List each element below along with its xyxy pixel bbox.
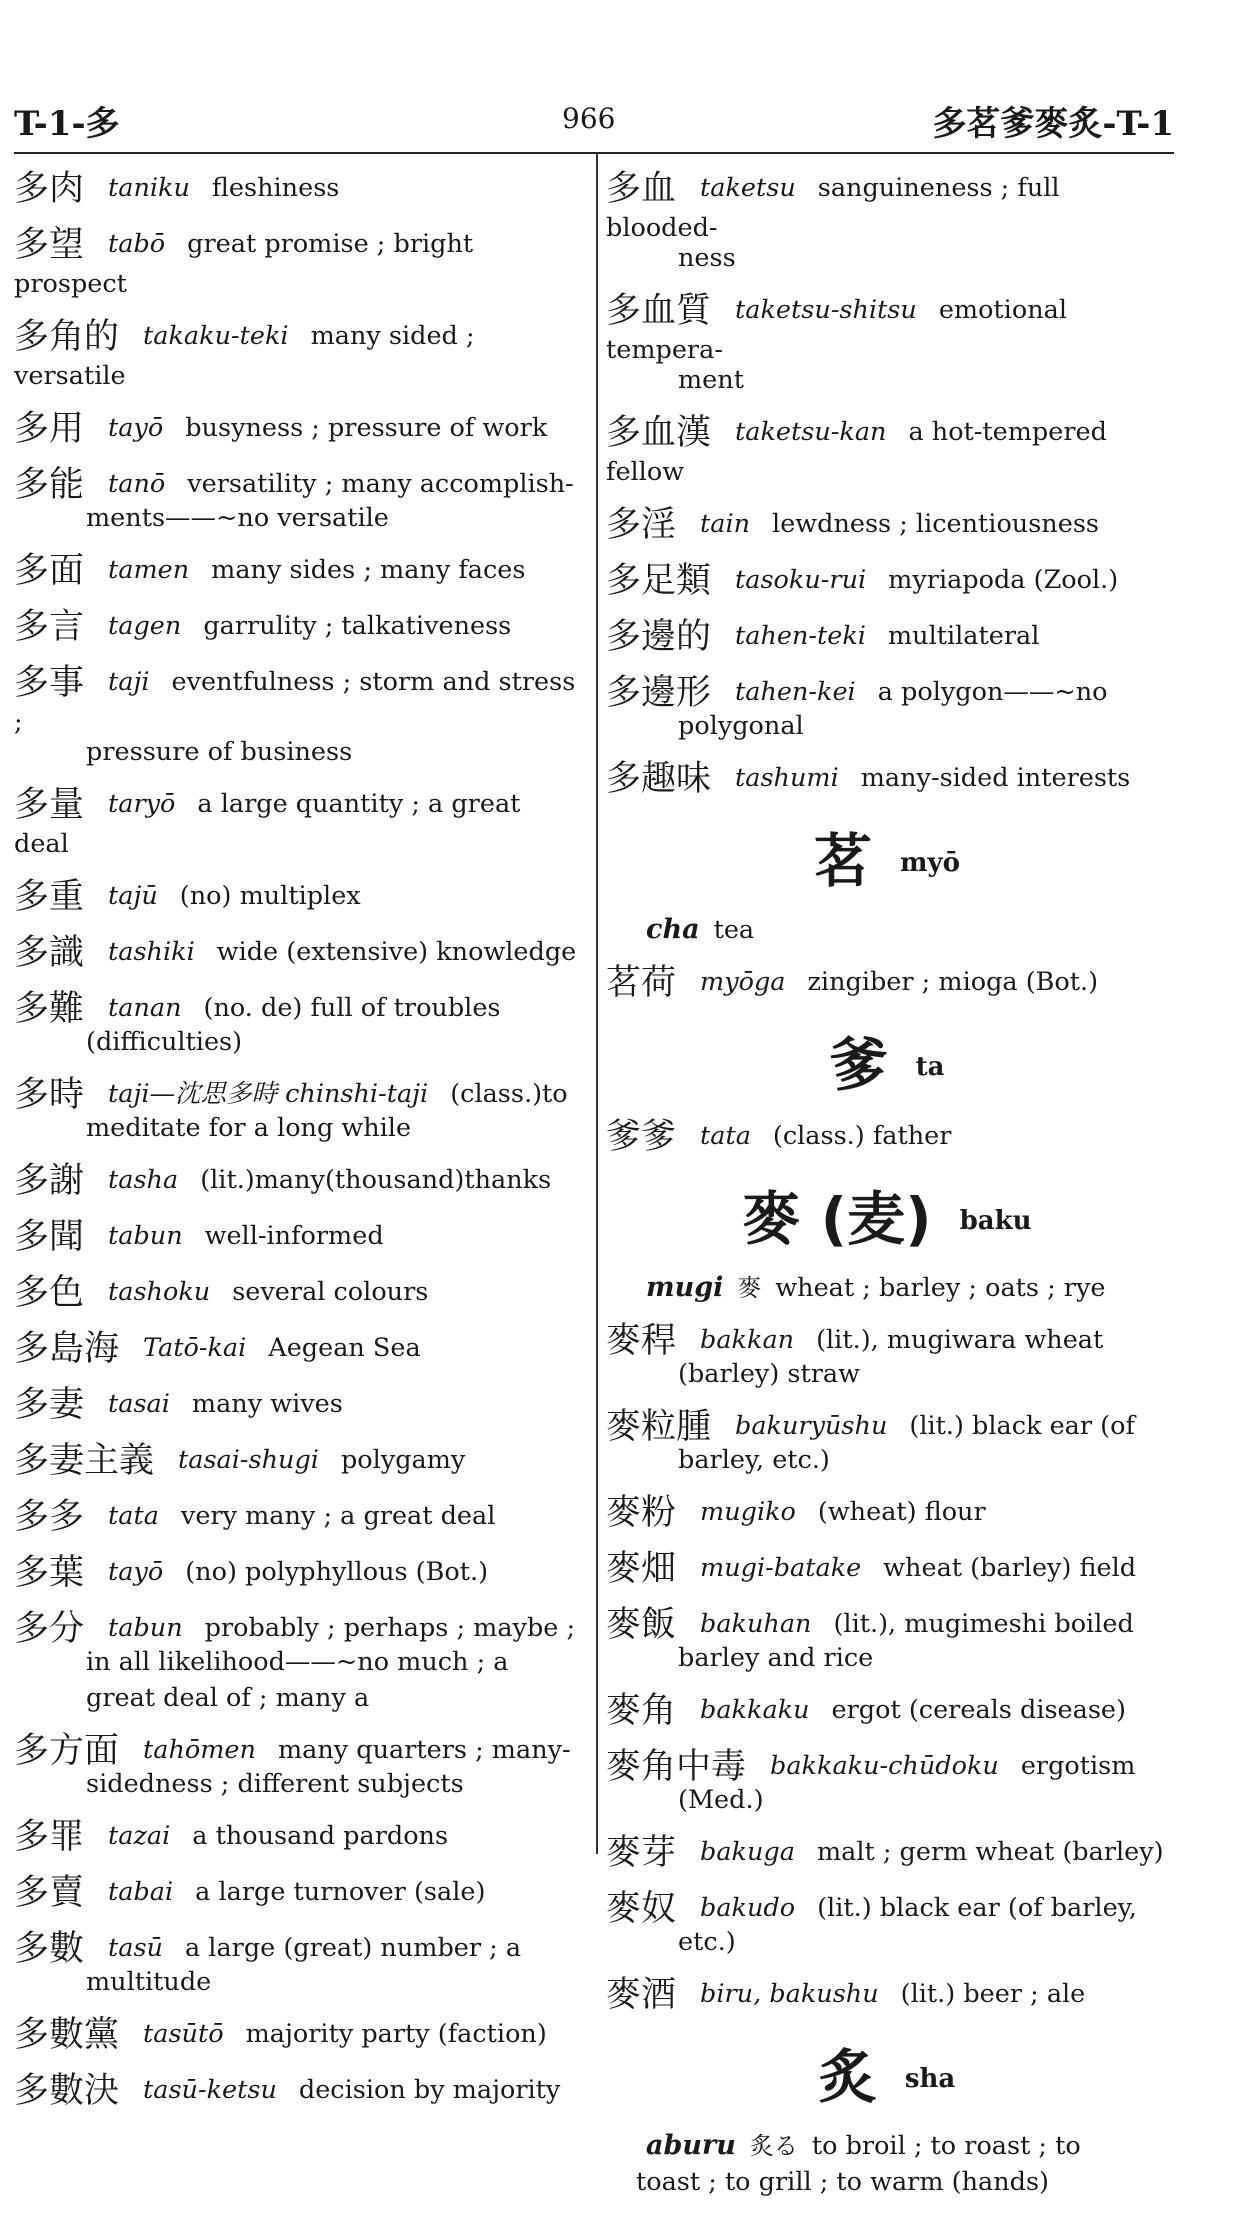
dictionary-entry (606, 1690, 1168, 1732)
entries-baku-group (606, 1320, 1168, 2016)
entry-headword: 多葉 (14, 1553, 85, 1593)
section-reading: myō (900, 848, 960, 878)
entry-definition: ergotism (1020, 1751, 1136, 1781)
entry-headword: 多用 (14, 409, 85, 449)
dictionary-entry (606, 1116, 1168, 1158)
dictionary-entry (606, 616, 1168, 658)
dictionary-entry (14, 1608, 580, 1716)
entry-continuation: in all likelihood——~no much ; a great deal of ; many a (86, 1647, 509, 1713)
entry-continuation: barley, etc.) (678, 1445, 830, 1475)
entries-ta-group (606, 168, 1168, 800)
entry-headword: 多時 (14, 1075, 85, 1115)
entry-romanization: taji (108, 667, 150, 697)
entry-definition: a thousand pardons (192, 1821, 449, 1851)
entry-definition: emotional tempera- (606, 295, 1067, 365)
dictionary-entry (14, 1440, 580, 1482)
entry-headword: 多量 (14, 785, 85, 825)
kun-word: aburu (646, 2130, 736, 2161)
entry-romanization: mugi-batake (700, 1553, 862, 1583)
entry-headword: 麥飯 (606, 1605, 677, 1645)
entry-definition: a large (great) number ; a (184, 1933, 522, 1963)
entry-romanization: tabō (108, 229, 166, 259)
left-column (14, 168, 580, 2126)
dictionary-entry (14, 1384, 580, 1426)
entry-definition: (no. de) full of troubles (203, 993, 501, 1023)
entry-continuation: meditate for a long while (86, 1113, 412, 1143)
entry-headword: 多色 (14, 1273, 85, 1313)
entry-headword: 麥角 (606, 1691, 677, 1731)
entry-romanization: taniku (108, 173, 190, 203)
entry-definition: a large turnover (sale) (195, 1877, 486, 1907)
dictionary-entry (14, 1730, 580, 1802)
entry-headword: 多數決 (14, 2071, 120, 2111)
entry-romanization: tabai (108, 1877, 174, 1907)
entry-continuation: (difficulties) (86, 1027, 243, 1057)
entry-headword: 多足類 (606, 561, 712, 601)
entry-headword: 麥畑 (606, 1549, 677, 1589)
entry-romanization: bakuryūshu (735, 1411, 888, 1441)
entry-headword: 多血 (606, 169, 677, 209)
kun-continuation: toast ; to grill ; to warm (hands) (636, 2167, 1049, 2197)
dictionary-entry (14, 2014, 580, 2056)
entry-definition: eventfulness ; storm and stress ; (14, 667, 576, 737)
entry-headword: 麥奴 (606, 1889, 677, 1929)
entry-romanization: tata (700, 1121, 751, 1151)
entry-definition: (lit.) black ear (of (909, 1411, 1135, 1441)
entry-headword: 多血質 (606, 291, 712, 331)
dictionary-entry (606, 1406, 1168, 1478)
entry-continuation: ness (678, 243, 736, 273)
entry-headword: 多趣味 (606, 759, 712, 799)
entry-definition: zingiber ; mioga (Bot.) (807, 967, 1099, 997)
entry-headword: 多望 (14, 225, 85, 265)
entry-headword: 麥稈 (606, 1321, 677, 1361)
entry-definition: (lit.)many(thousand)thanks (200, 1165, 552, 1195)
entry-continuation: etc.) (678, 1927, 736, 1957)
dictionary-entry (606, 672, 1168, 744)
kun-kana: 麥 (737, 1274, 762, 1302)
running-head-left: T-1-多 (14, 104, 120, 144)
section-heading-ta (606, 1018, 1168, 1102)
dictionary-entry (14, 464, 580, 536)
dictionary-entry (606, 1832, 1168, 1874)
kun-definition: wheat ; barley ; oats ; rye (775, 1273, 1106, 1303)
entry-headword: 多妻主義 (14, 1441, 155, 1481)
section-kanji: 麥 (麦) (742, 1185, 932, 1253)
dictionary-entry (14, 168, 580, 210)
entry-continuation: ment (678, 365, 744, 395)
dictionary-entry (14, 316, 580, 394)
entry-definition: (class.)to (450, 1079, 568, 1109)
entry-definition: (no) polyphyllous (Bot.) (185, 1557, 489, 1587)
dictionary-entry (14, 988, 580, 1060)
entry-romanization: bakudo (700, 1893, 796, 1923)
entry-headword: 多角的 (14, 317, 120, 357)
dictionary-entry (606, 1746, 1168, 1818)
entry-romanization: tasūtō (143, 2019, 224, 2049)
entry-definition: a large quantity ; a great deal (14, 789, 521, 859)
entry-romanization: tanō (108, 469, 166, 499)
dictionary-entry (14, 224, 580, 302)
entry-headword: 多數 (14, 1929, 85, 1969)
entry-definition: ergot (cereals disease) (831, 1695, 1126, 1725)
running-head-right: 多茗爹麥炙-T-1 (932, 104, 1174, 144)
entry-definition: myriapoda (Zool.) (888, 565, 1119, 595)
entry-headword: 多罪 (14, 1817, 85, 1857)
entry-headword: 麥芽 (606, 1833, 677, 1873)
entry-definition: Aegean Sea (268, 1333, 421, 1363)
entry-definition: a polygon——~no (877, 677, 1108, 707)
entry-definition: (lit.) beer ; ale (900, 1979, 1086, 2009)
entry-definition: (lit.), mugiwara wheat (816, 1325, 1104, 1355)
entry-romanization: tashoku (108, 1277, 211, 1307)
entry-definition: many sides ; many faces (211, 555, 526, 585)
kun-kana: 炙る (749, 2132, 798, 2160)
entry-headword: 多分 (14, 1609, 85, 1649)
entry-headword: 多血漢 (606, 413, 712, 453)
entry-headword: 多妻 (14, 1385, 85, 1425)
kun-reading-sha (636, 2128, 1168, 2200)
entry-romanization: tasoku-rui (735, 565, 867, 595)
entry-headword: 麥粒腫 (606, 1407, 712, 1447)
entry-continuation: (barley) straw (678, 1359, 860, 1389)
entry-definition: lewdness ; licentiousness (772, 509, 1099, 539)
dictionary-entry (14, 606, 580, 648)
entry-headword: 多方面 (14, 1731, 120, 1771)
entry-headword: 多多 (14, 1497, 85, 1537)
entry-romanization: tahen-teki (735, 621, 866, 651)
section-reading: ta (915, 1052, 945, 1082)
entry-definition: many quarters ; many- (277, 1735, 571, 1765)
entry-headword: 多肉 (14, 169, 85, 209)
entry-continuation: multitude (86, 1967, 212, 1997)
section-reading: sha (904, 2064, 956, 2094)
dictionary-entry (14, 784, 580, 862)
entries-myo-group (606, 962, 1168, 1004)
page-number: 966 (562, 102, 616, 135)
entry-romanization: taketsu (700, 173, 796, 203)
entry-definition: wheat (barley) field (883, 1553, 1137, 1583)
entry-headword: 多事 (14, 663, 85, 703)
dictionary-entry (606, 290, 1168, 398)
entry-headword: 多難 (14, 989, 85, 1029)
dictionary-entry (14, 1816, 580, 1858)
entry-headword: 多聞 (14, 1217, 85, 1257)
entry-definition: (lit.), mugimeshi boiled (833, 1609, 1134, 1639)
entry-headword: 多面 (14, 551, 85, 591)
dictionary-entry (14, 876, 580, 918)
entry-headword: 多邊形 (606, 673, 712, 713)
entry-romanization: tata (108, 1501, 159, 1531)
entry-headword: 多能 (14, 465, 85, 505)
section-kanji: 炙 (818, 2043, 877, 2111)
entry-continuation: ments——~no versatile (86, 503, 389, 533)
dictionary-entry (606, 1888, 1168, 1960)
entry-romanization: tasai-shugi (178, 1445, 319, 1475)
entry-definition: multilateral (887, 621, 1040, 651)
entry-romanization: tajū (108, 881, 158, 911)
entry-romanization: bakuga (700, 1837, 795, 1867)
entry-headword: 多島海 (14, 1329, 120, 1369)
section-heading-sha (606, 2030, 1168, 2114)
entry-headword: 多識 (14, 933, 85, 973)
dictionary-entry (14, 1160, 580, 1202)
kun-definition: tea (713, 915, 755, 945)
entry-romanization: taji—沈思多時 chinshi-taji (108, 1079, 429, 1109)
entry-continuation: polygonal (678, 711, 804, 741)
entry-romanization: tasū (108, 1933, 163, 1963)
entry-definition: sanguineness ; full blooded- (606, 173, 1060, 243)
dictionary-entry (606, 1604, 1168, 1676)
entry-definition: many-sided interests (860, 763, 1131, 793)
entry-headword: 多邊的 (606, 617, 712, 657)
entry-definition: busyness ; pressure of work (185, 413, 548, 443)
dictionary-entry (14, 550, 580, 592)
entry-definition: majority party (faction) (245, 2019, 547, 2049)
entry-romanization: tanan (108, 993, 182, 1023)
entry-headword: 麥角中毒 (606, 1747, 747, 1787)
kun-word: mugi (646, 1272, 724, 1303)
dictionary-entry (606, 504, 1168, 546)
entry-romanization: tashumi (735, 763, 839, 793)
entry-romanization: bakkan (700, 1325, 795, 1355)
section-heading-myo (606, 814, 1168, 898)
right-column (606, 168, 1168, 2214)
dictionary-entry (14, 1552, 580, 1594)
entry-continuation: (Med.) (678, 1785, 764, 1815)
entry-romanization: tashiki (108, 937, 195, 967)
dictionary-entry (606, 412, 1168, 490)
entry-romanization: tazai (108, 1821, 171, 1851)
entry-continuation: pressure of business (86, 737, 353, 767)
dictionary-entry (606, 168, 1168, 276)
entry-headword: 多數黨 (14, 2015, 120, 2055)
entry-definition: garrulity ; talkativeness (203, 611, 512, 641)
column-divider (596, 154, 598, 1854)
kun-reading-myo (646, 912, 1168, 948)
dictionary-entry (606, 758, 1168, 800)
entry-definition: many sided ; versatile (14, 321, 475, 391)
entry-definition: versatility ; many accomplish- (187, 469, 574, 499)
dictionary-entry (14, 662, 580, 770)
entry-definition: several colours (232, 1277, 429, 1307)
entry-romanization: tain (700, 509, 751, 539)
entry-definition: well-informed (204, 1221, 384, 1251)
entry-headword: 茗荷 (606, 963, 677, 1003)
dictionary-entry (606, 1974, 1168, 2016)
dictionary-entry (606, 1548, 1168, 1590)
dictionary-entry (14, 1328, 580, 1370)
entry-headword: 多賣 (14, 1873, 85, 1913)
header-rule (14, 152, 1174, 154)
entry-romanization: tabun (108, 1221, 183, 1251)
section-heading-baku (606, 1172, 1168, 1256)
entry-romanization: biru, bakushu (700, 1979, 879, 2009)
entry-romanization: tagen (108, 611, 182, 641)
section-kanji: 爹 (829, 1031, 888, 1099)
entry-romanization: taketsu-kan (735, 417, 887, 447)
entry-definition: fleshiness (211, 173, 340, 203)
dictionary-entry (606, 1320, 1168, 1392)
kun-definition: to broil ; to roast ; to (811, 2131, 1081, 2161)
entry-romanization: tabun (108, 1613, 183, 1643)
entry-romanization: Tatō-kai (143, 1333, 247, 1363)
dictionary-entry (14, 1928, 580, 2000)
entry-headword: 爹爹 (606, 1117, 677, 1157)
entry-definition: polygamy (340, 1445, 466, 1475)
entry-definition: (wheat) flour (817, 1497, 986, 1527)
dictionary-entry (14, 1216, 580, 1258)
entry-headword: 麥粉 (606, 1493, 677, 1533)
entry-definition: many wives (191, 1389, 343, 1419)
dictionary-entry (14, 1872, 580, 1914)
entry-romanization: taketsu-shitsu (735, 295, 917, 325)
entry-definition: great promise ; bright prospect (14, 229, 474, 299)
entries-ta2-group (606, 1116, 1168, 1158)
entry-romanization: tayō (108, 1557, 164, 1587)
entry-definition: very many ; a great deal (180, 1501, 496, 1531)
entry-headword: 多言 (14, 607, 85, 647)
dictionary-entry (606, 1492, 1168, 1534)
entry-romanization: bakkaku-chūdoku (770, 1751, 999, 1781)
entry-headword: 麥酒 (606, 1975, 677, 2015)
dictionary-entry (14, 932, 580, 974)
entry-romanization: tasai (108, 1389, 170, 1419)
entry-romanization: bakkaku (700, 1695, 810, 1725)
entry-romanization: taryō (108, 789, 176, 819)
dictionary-entry (14, 2070, 580, 2112)
dictionary-entry (14, 408, 580, 450)
kun-word: cha (646, 914, 700, 945)
entry-romanization: takaku-teki (143, 321, 289, 351)
section-kanji: 茗 (814, 827, 873, 895)
entry-romanization: myōga (700, 967, 786, 997)
entry-romanization: tasū-ketsu (143, 2075, 277, 2105)
entry-romanization: tamen (108, 555, 190, 585)
entry-headword: 多重 (14, 877, 85, 917)
entry-definition: wide (extensive) knowledge (216, 937, 577, 967)
entry-romanization: tasha (108, 1165, 179, 1195)
kun-reading-baku (646, 1270, 1168, 1306)
entry-definition: decision by majority (298, 2075, 561, 2105)
entry-definition: (no) multiplex (179, 881, 361, 911)
entry-definition: probably ; perhaps ; maybe ; (204, 1613, 576, 1643)
entry-romanization: tahōmen (143, 1735, 256, 1765)
entry-definition: malt ; germ wheat (barley) (816, 1837, 1164, 1867)
dictionary-entry (14, 1496, 580, 1538)
entry-continuation: sidedness ; different subjects (86, 1769, 464, 1799)
entry-romanization: bakuhan (700, 1609, 812, 1639)
dictionary-entry (606, 962, 1168, 1004)
dictionary-entry (606, 560, 1168, 602)
entry-romanization: mugiko (700, 1497, 796, 1527)
entry-continuation: barley and rice (678, 1643, 874, 1673)
entry-romanization: tayō (108, 413, 164, 443)
entry-definition: (lit.) black ear (of barley, (817, 1893, 1137, 1923)
entry-definition: (class.) father (772, 1121, 952, 1151)
dictionary-entry (14, 1272, 580, 1314)
entry-romanization: tahen-kei (735, 677, 856, 707)
entry-definition: a hot-tempered fellow (606, 417, 1107, 487)
dictionary-entry (14, 1074, 580, 1146)
section-reading: baku (959, 1206, 1032, 1236)
entry-headword: 多謝 (14, 1161, 85, 1201)
entry-headword: 多淫 (606, 505, 677, 545)
